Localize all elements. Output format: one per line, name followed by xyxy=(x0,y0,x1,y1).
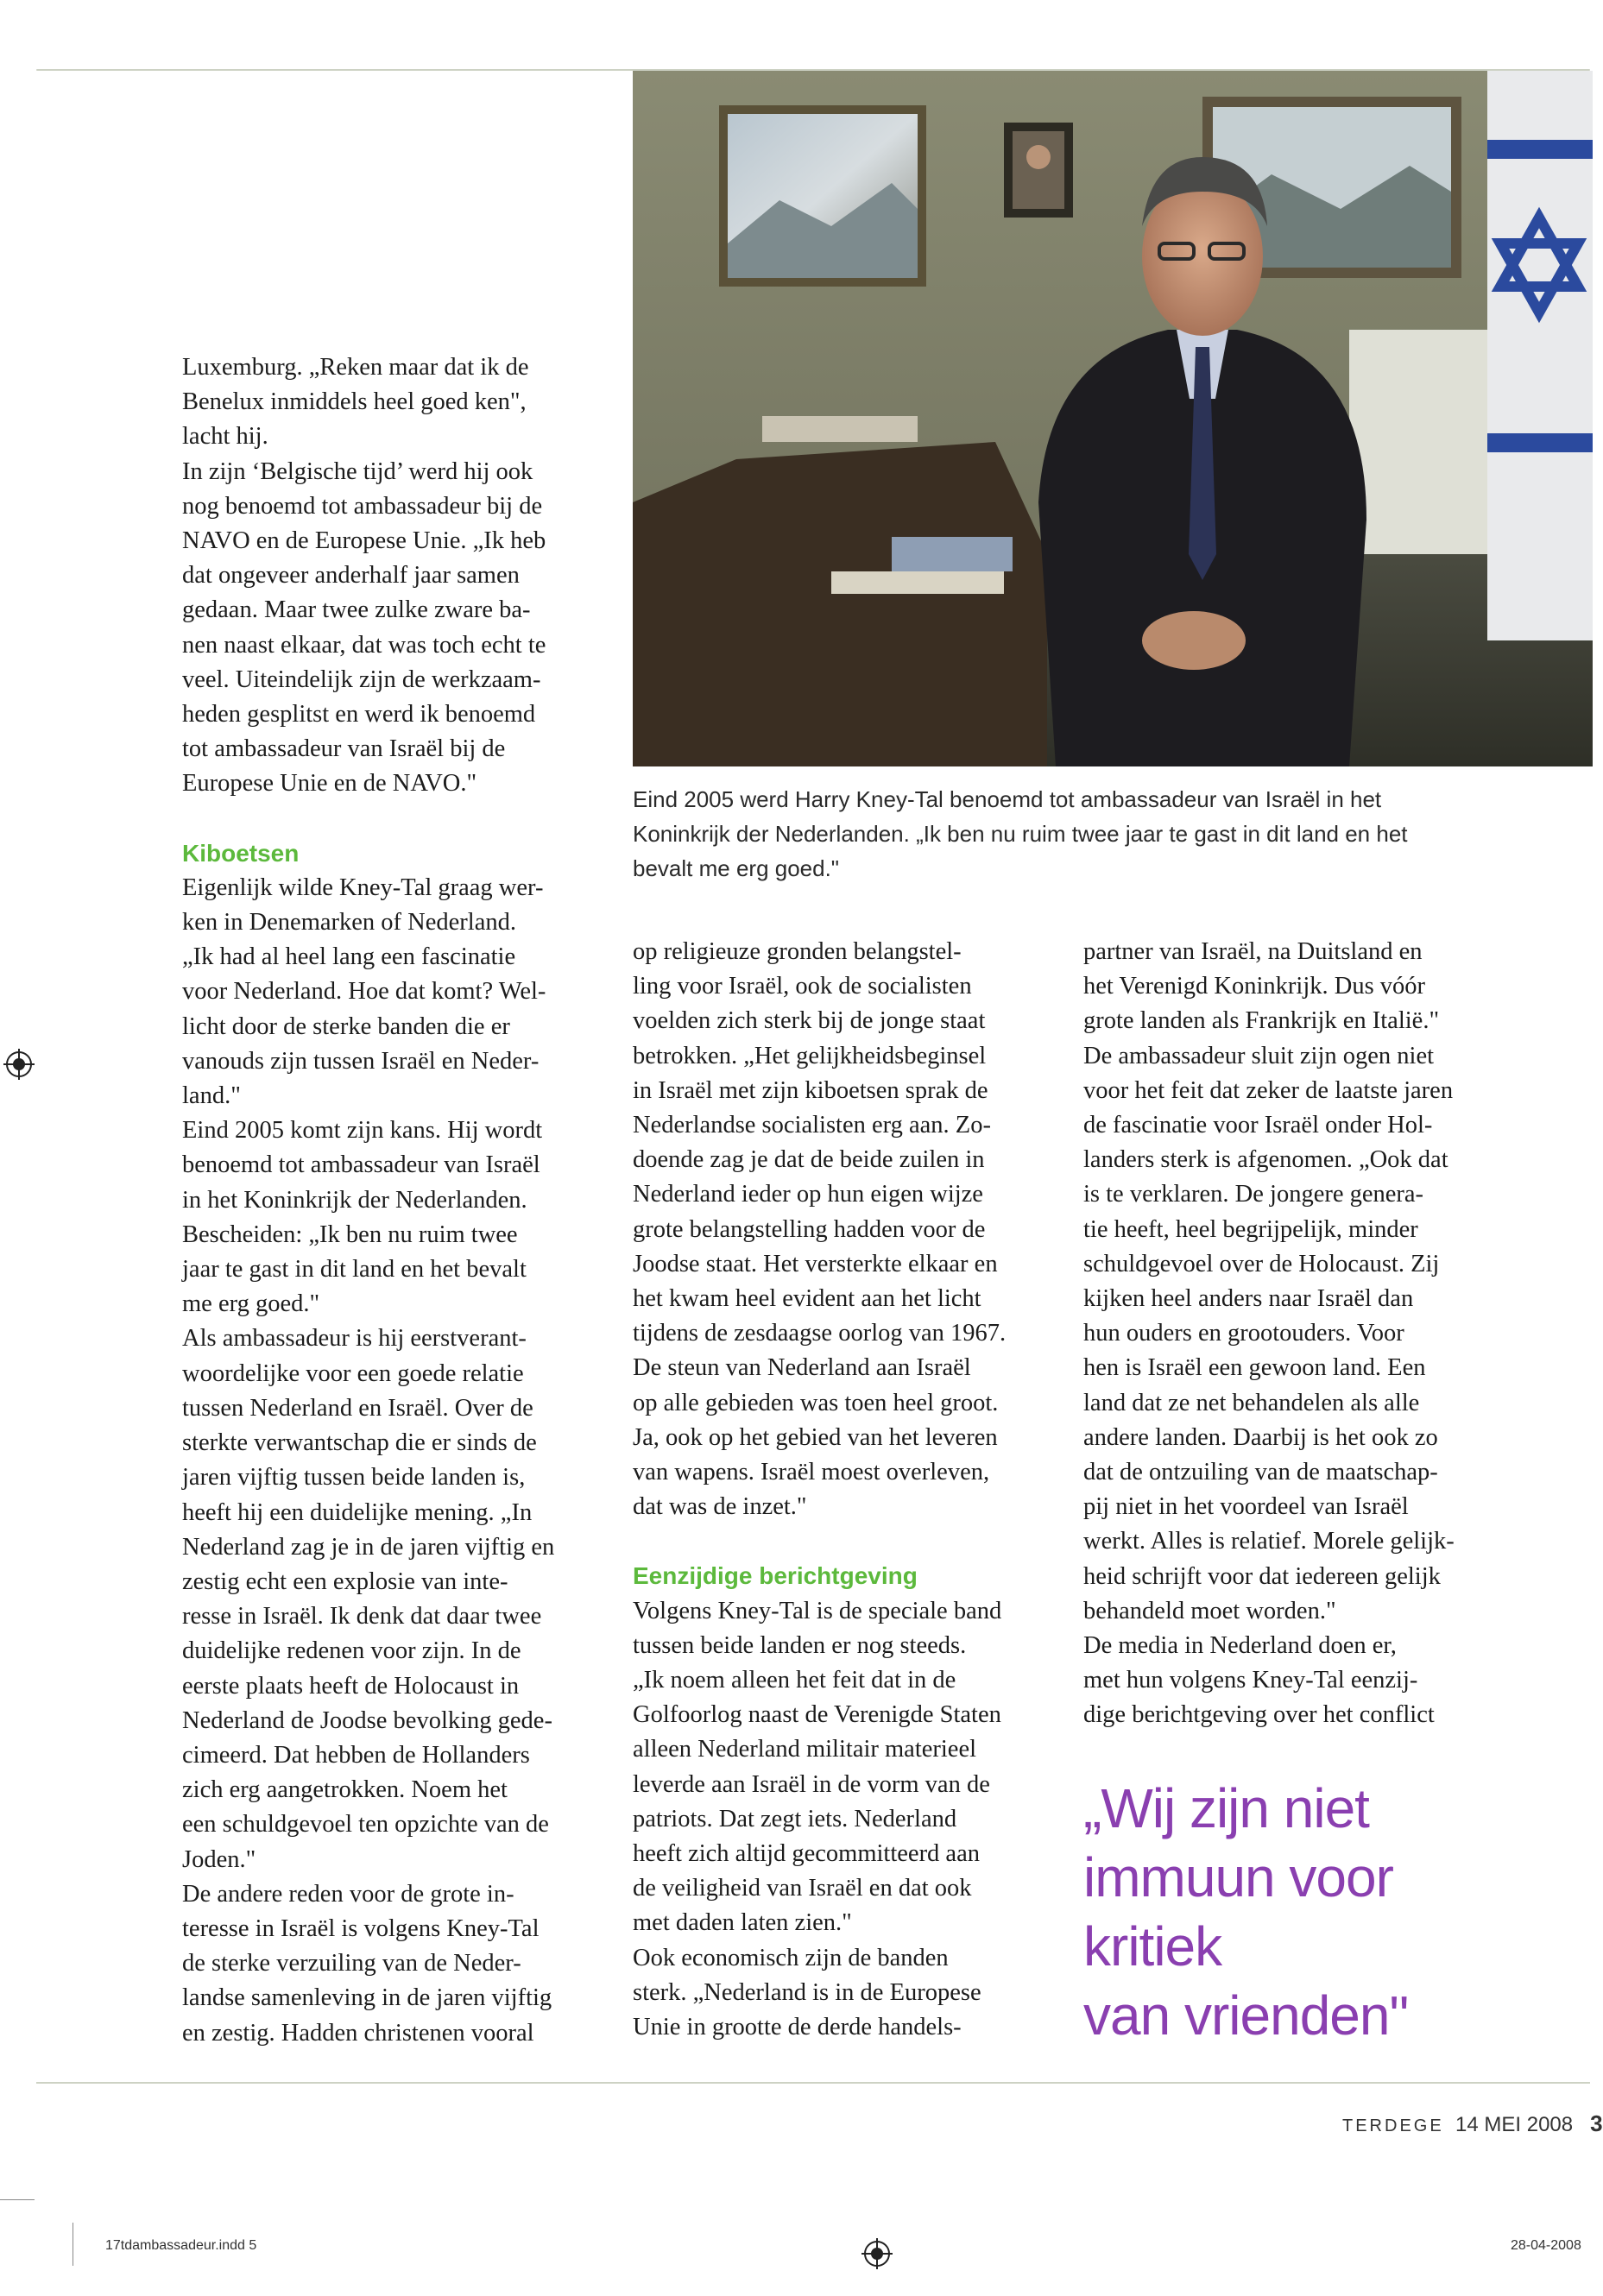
column-1-intro: Luxemburg. „Reken maar dat ik de Benelux inmiddels heel goed ken", lacht hij. In zijn ‘Belgische tijd’ werd hij ook nog benoemd tot ambassadeur bij de NAVO en de Europese Unie. „Ik heb dat ongeveer anderhalf jaar samen gedaan. Maar twee zulke zware ba- nen naast elkaar, dat was toch echt te veel. Uiteindelijk zijn de werkzaam- heden gesplitst en werd ik benoemd tot ambassadeur van Israël bij de Europese Unie en de NAVO." xyxy=(182,354,546,798)
subheading-kiboetsen: Kiboetsen xyxy=(182,839,300,867)
slug-filename: 17tdambassadeur.indd 5 xyxy=(105,2238,257,2253)
registration-mark-icon xyxy=(3,1049,35,1080)
slug-date: 28-04-2008 xyxy=(1511,2238,1581,2253)
column-3 xyxy=(1083,935,1549,1733)
photo-caption: Eind 2005 werd Harry Kney-Tal benoemd tot ambassadeur van Israël in het Koninkrijk der Nederlanden. „Ik ben nu ruim twee jaar te gast in dit land en het bevalt me erg goed." xyxy=(633,786,1408,881)
pull-quote: „Wij zijn niet immuun voor kritiek van vrienden" xyxy=(1083,1777,1409,2047)
page-footer xyxy=(1342,2110,1603,2137)
page-number: 3 xyxy=(1590,2110,1603,2136)
crop-mark xyxy=(0,2199,35,2200)
subheading-eenzijdige-berichtgeving: Eenzijdige berichtgeving xyxy=(633,1562,918,1590)
registration-mark-icon xyxy=(861,2238,893,2269)
column-2 xyxy=(633,935,1064,2045)
column-2-body: op religieuze gronden belangstel- ling voor Israël, ook de socialisten voelden zich sterk bij de jonge staat betrokken. „Het gelijkheidsbeginsel in Israël met zijn kiboetsen sprak de Nederlandse socialisten erg aan. Zo- doende zag je dat de beide zuilen in Nederland ieder op hun eigen wijze grote belangstelling hadden voor de Joodse staat. Het versterkte elkaar en het kwam heel evident aan het licht tijdens de zesdaagse oorlog van 1967. De steun van Nederland aan Israël op alle gebieden was toen heel groot. Ja, ook op het gebied van het leveren van wapens. Israël moest overleven, dat was de inzet." xyxy=(633,938,1007,1521)
column-1 xyxy=(182,350,614,2051)
ambassador-photo xyxy=(633,71,1593,766)
column-2-body-2: Volgens Kney-Tal is de speciale band tussen beide landen er nog steeds. „Ik noem alleen het feit dat in de Golfoorlog naast de Verenigde Staten alleen Nederland militair materieel leverde aan Israël in de vorm van de patriots. Dat zegt iets. Nederland heeft zich altijd gecommitteerd aan de veiligheid van Israël en dat ook met daden laten zien." Ook economisch zijn de banden sterk. „Nederland is in de Europese Unie in grootte de derde handels- xyxy=(633,1597,1002,2041)
bottom-rule xyxy=(36,2082,1590,2084)
magazine-name: TERDEGE xyxy=(1342,2116,1444,2135)
issue-date: 14 MEI 2008 xyxy=(1455,2113,1574,2136)
column-1-body: Eigenlijk wilde Kney-Tal graag wer- ken in Denemarken of Nederland. „Ik had al heel lang een fascinatie voor Nederland. Hoe dat komt? Wel- licht door de sterke banden die er vanouds zijn tussen Israël en Neder- land." Eind 2005 komt zijn kans. Hij wordt benoemd tot ambassadeur van Israël in het Koninkrijk der Nederlanden. Bescheiden: „Ik ben nu ruim twee jaar te gast in dit land en het bevalt me erg goed." Als ambassadeur is hij eerstverant- woordelijke voor een goede relatie tussen Nederland en Israël. Over de sterkte verwantschap die er sinds de jaren vijftig tussen beide landen is, heeft hij een duidelijke mening. „In Nederland zag je in de jaren vijftig en zestig echt een explosie van inte- resse in Israël. Ik denk dat daar twee duidelijke redenen voor zijn. In de eerste plaats heeft de Holocaust in Nederland de Joodse bevolking gede- cimeerd. Dat hebben de Hollanders zich erg aangetrokken. Noem het een schuldgevoel ten opzichte van de Joden." De andere reden voor de grote in- teresse in Israël is volgens Kney-Tal de sterke verzuiling van de Neder- landse samenleving in de jaren vijftig en zestig. Hadden christenen vooral xyxy=(182,874,555,2047)
column-3-body: partner van Israël, na Duitsland en het Verenigd Koninkrijk. Dus vóór grote landen als Frankrijk en Italië." De ambassadeur sluit zijn ogen niet voor het feit dat zeker de laatste jaren de fascinatie voor Israël onder Hol- landers sterk is afgenomen. „Ook dat is te verklaren. De jongere genera- tie heeft, heel begrijpelijk, minder schuldgevoel over de Holocaust. Zij kijken heel anders naar Israël dan hun ouders en grootouders. Voor hen is Israël een gewoon land. Een land dat ze net behandelen als alle andere landen. Daarbij is het ook zo dat de ontzuiling van de maatschap- pij niet in het voordeel van Israël werkt. Alles is relatief. Morele gelijk- heid schrijft voor dat iedereen gelijk behandeld moet worden." De media in Nederland doen er, met hun volgens Kney-Tal eenzij- dige berichtgeving over het conflict xyxy=(1083,938,1455,1729)
